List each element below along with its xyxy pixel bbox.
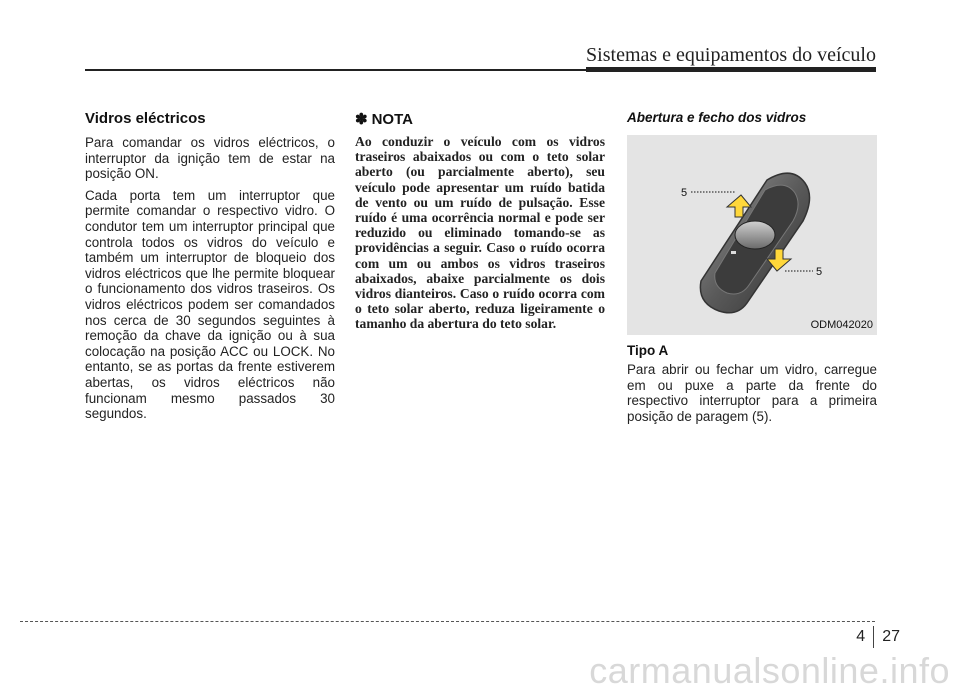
- note-label: NOTA: [371, 110, 413, 128]
- window-operation-subheading: Abertura e fecho dos vidros: [627, 110, 807, 125]
- column-power-windows: [85, 110, 335, 428]
- watermark: carmanualsonline.info: [589, 650, 950, 691]
- page-number-divider: [873, 626, 874, 648]
- tipo-text: Para abrir ou fechar um vidro, carregue em ou puxe a parte da frente do respectivo interruptor para a primeira posição de paragem (5).: [627, 362, 877, 424]
- power-windows-paragraph-2: Cada porta tem um interruptor que permite comandar o respectivo vidro. O condutor tem um interruptor principal que controla todos os vidros do veículo e também um interruptor de bloqueio dos vidros eléctricos que lhe permite bloquear o funcionamento dos vidros traseiros. Os vidros eléctricos podem ser comandados nos cerca de 30 segundos seguintes à remoção da chave da ignição ou à sua colocação na posição ACC ou LOCK. No entanto, se as portas da frente estiverem abertas, os vidros eléctricos não funcionam mesmo passados 30 segundos.: [85, 187, 335, 422]
- page-number-value: 27: [882, 628, 900, 645]
- column-window-operation: [627, 110, 877, 430]
- header-rule-accent: [586, 67, 876, 72]
- footer-rule: [20, 621, 875, 622]
- figure-code: ODM042020: [810, 319, 873, 331]
- note-text: Ao conduzir o veículo com os vidros traseiros abaixados ou com o teto solar aberto (ou parcialmente aberto), seu veículo pode apresentar um ruído batida de vento ou um ruído de pulsação. Esse ruído é uma ocorrência normal e pode ser reduzido ou eliminado tomando-se as providências a seguir. Caso o ruído ocorra com um ou ambos os vidros traseiros abaixados, abaixe parcialmente os dois vidros dianteiros. Caso o ruído ocorra com o teto solar aberto, reduza ligeiramente o tamanho da abertura do teto solar.: [355, 134, 605, 332]
- label-position-bottom: 5: [816, 266, 823, 278]
- label-position-top: 5: [681, 187, 688, 199]
- section-title: Sistemas e equipamentos do veículo: [586, 44, 876, 66]
- note-heading: [355, 110, 605, 128]
- column-note: [355, 110, 605, 332]
- power-windows-paragraph-1: Para comandar os vidros eléctricos, o interruptor da ignição tem de estar na posição ON.: [85, 135, 335, 182]
- page-number: [856, 626, 900, 648]
- window-switch-figure: [627, 135, 877, 335]
- chapter-number: 4: [856, 628, 866, 645]
- window-switch-illustration: [627, 135, 877, 335]
- power-windows-heading: Vidros eléctricos: [85, 110, 206, 127]
- note-symbol-icon: ✽: [355, 111, 368, 128]
- tipo-heading: Tipo A: [627, 343, 669, 358]
